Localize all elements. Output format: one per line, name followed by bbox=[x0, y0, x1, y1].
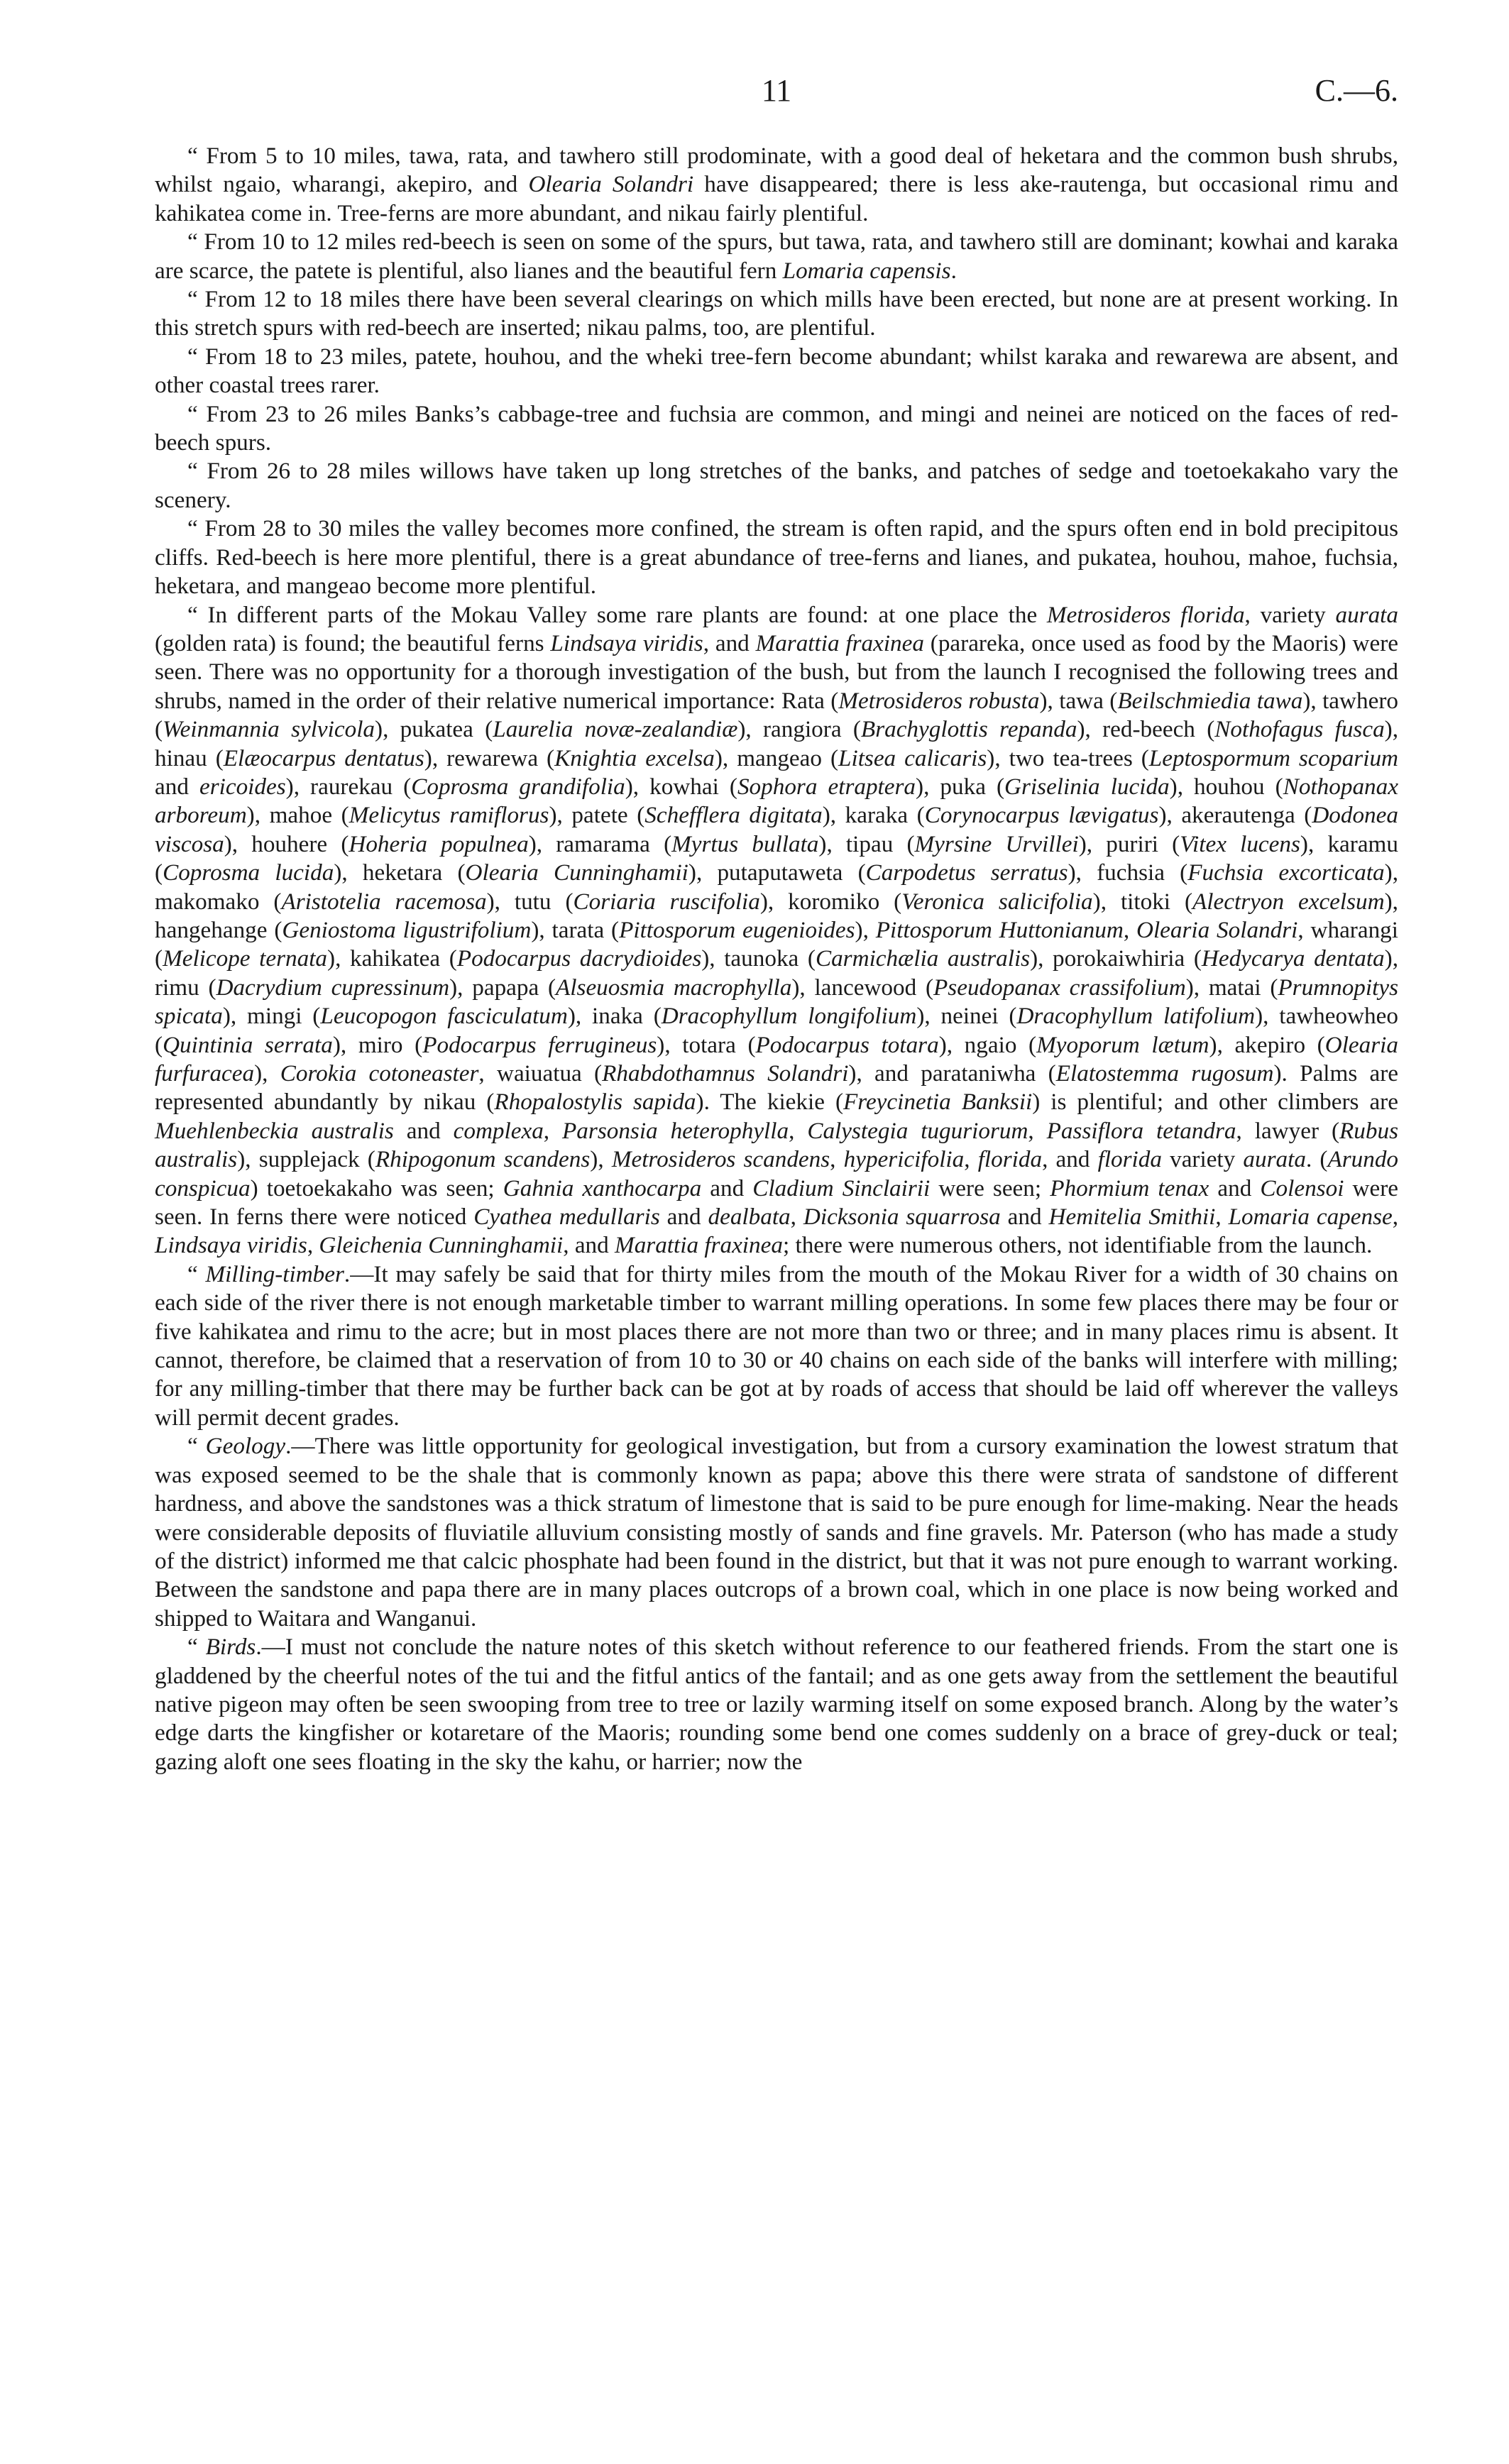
paragraph-miles-5-10: “ From 5 to 10 miles, tawa, rata, and tawhero still prodominate, with a good deal of heketara and the common bush shrubs, whilst ngaio, wharangi, akepiro, and Olearia Solandri have disappeared; there is less ake-rautenga, but occasional rimu and kahikatea come in. Tree-ferns are more abundant, and nikau fairly plentiful. bbox=[155, 143, 1398, 226]
paragraph-milling-timber: “ Milling-timber.—It may safely be said that for thirty miles from the mouth of the Mokau River for a width of 30 chains on each side of the river there is not enough marketable timber to warrant milling operations. In some few places there may be four or five kahikatea and rimu to the acre; but in most places there are not more than two or three; and in many places rimu is absent. It cannot, therefore, be claimed that a reservation of from 10 to 30 or 40 chains on each side of the banks will interfere with milling; for any milling-timber that there may be further back can be got at by roads of access that should be laid off wherever the valleys will permit decent grades. bbox=[155, 1260, 1399, 1431]
paragraph-miles-28-30: “ From 28 to 30 miles the valley becomes more confined, the stream is often rapid, and the spurs often end in bold precipitous cliffs. Red-beech is here more plentiful, there is a great abundance of tree-ferns and lianes, and pukatea, houhou, mahoe, fuchsia, heketara, and mangeao become more plentiful. bbox=[155, 515, 1398, 600]
page-header bbox=[155, 70, 1398, 112]
document-reference: C.—6. bbox=[1315, 73, 1398, 108]
paragraph-birds: “ Birds.—I must not conclude the nature notes of this sketch without reference to our feathered friends. From the start one is gladdened by the cheerful notes of the tui and the fitful antics of the fantail; and as one gets away from the settlement the beautiful native pigeon may often be seen swooping from tree to tree or lazily warming itself on some exposed branch. Along by the water’s edge darts the kingfisher or kotaretare of the Maoris; rounding some bend one comes suddenly on a brace of grey-duck or teal; gazing aloft one sees floating in the sky the kahu, or harrier; now the bbox=[155, 1634, 1398, 1775]
paragraph-miles-12-18: “ From 12 to 18 miles there have been several clearings on which mills have been erected, but none are at present working. In this stretch spurs with red-beech are inserted; nikau palms, too, are plentiful. bbox=[155, 286, 1398, 341]
paragraph-miles-10-12: “ From 10 to 12 miles red-beech is seen on some of the spurs, but tawa, rata, and tawhero still are dominant; kowhai and karaka are scarce, the patete is plentiful, also lianes and the beautiful fern Lomaria capensis. bbox=[155, 229, 1398, 284]
body-text bbox=[155, 142, 1398, 1776]
paragraph-rare-plants: “ In different parts of the Mokau Valley some rare plants are found: at one place the Metrosideros florida, variety aurata (golden rata) is found; the beautiful ferns Lindsaya viridis, and Marattia fraxinea (parareka, once used as food by the Maoris) were seen. There was no opportunity for a thorough investigation of the bush, but from the launch I recognised the following trees and shrubs, named in the order of their relative numerical importance: Rata (Metrosideros robusta), tawa (Beilschmiedia tawa), tawhero (Weinmannia sylvicola), pukatea (Laurelia novæ-zealandiæ), rangiora (Brachyglottis repanda), red-beech (Nothofagus fusca), hinau (Elæocarpus dentatus), rewarewa (Knightia excelsa), mangeao (Litsea calicaris), two tea-trees (Leptospormum scoparium and ericoides), raurekau (Coprosma grandifolia), kowhai (Sophora etraptera), puka (Griselinia lucida), houhou (Nothopanax arboreum), mahoe (Melicytus ramiflorus), patete (Schefflera digitata), karaka (Corynocarpus lævigatus), akerautenga (Dodonea viscosa), houhere (Hoheria populnea), ramarama (Myrtus bullata), tipau (Myrsine Urvillei), puriri (Vitex lucens), karamu (Coprosma lucida), heketara (Olearia Cunninghamii), putaputaweta (Carpodetus serratus), fuchsia (Fuchsia excorticata), makomako (Aristotelia racemosa), tutu (Coriaria ruscifolia), koromiko (Veronica salicifolia), titoki (Alectryon excelsum), hangehange (Geniostoma ligustrifolium), tarata (Pittosporum eugenioides), Pittosporum Huttonianum, Olearia Solandri, wharangi (Melicope ternata), kahikatea (Podocarpus dacrydioides), taunoka (Carmichælia australis), porokaiwhiria (Hedycarya dentata), rimu (Dacrydium cupressinum), papapa (Alseuosmia macrophylla), lancewood (Pseudopanax crassifolium), matai (Prumnopitys spicata), mingi (Leucopogon fasciculatum), inaka (Dracophyllum longifolium), neinei (Dracophyllum latifolium), tawheowheo (Quintinia serrata), miro (Podocarpus ferrugineus), totara (Podocarpus totara), ngaio (Myoporum lætum), akepiro (Olearia furfuracea), Corokia cotoneaster, waiuatua (Rhabdothamnus Solandri), and parataniwha (Elatostemma rugosum). Palms are represented abundantly by nikau (Rhopalostylis sapida). The kiekie (Freycinetia Banksii) is plentiful; and other climbers are Muehlenbeckia australis and complexa, Parsonsia heterophylla, Calystegia tuguriorum, Passiflora tetandra, lawyer (Rubus australis), supplejack (Rhipogonum scandens), Metrosideros scandens, hypericifolia, florida, and florida variety aurata. (Arundo conspicua) toetoekakaho was seen; Gahnia xanthocarpa and Cladium Sinclairii were seen; Phormium tenax and Colensoi were seen. In ferns there were noticed Cyathea medullaris and dealbata, Dicksonia squarrosa and Hemitelia Smithii, Lomaria capense, Lindsaya viridis, Gleichenia Cunninghamii, and Marattia fraxinea; there were numerous others, not identifiable from the launch. bbox=[155, 601, 1399, 1259]
paragraph-miles-23-26: “ From 23 to 26 miles Banks’s cabbage-tree and fuchsia are common, and mingi and neinei are noticed on the faces of red-beech spurs. bbox=[155, 400, 1398, 456]
paragraph-geology: “ Geology.—There was little opportunity for geological investigation, but from a cursory examination the lowest stratum that was exposed seemed to be the shale that is commonly known as papa; above this there were strata of sandstone of different hardness, and above the sandstones was a thick stratum of limestone that is said to be pure enough for lime-making. Near the heads were considerable deposits of fluviatile alluvium consisting mostly of sands and fine gravels. Mr. Paterson (who has made a study of the district) informed me that calcic phosphate had been found in the district, but that it was not pure enough to warrant working. Between the sandstone and papa there are in many places outcrops of a brown coal, which in one place is now being worked and shipped to Waitara and Wanganui. bbox=[155, 1433, 1398, 1632]
paragraph-miles-26-28: “ From 26 to 28 miles willows have taken up long stretches of the banks, and patches of sedge and toetoekakaho vary the scenery. bbox=[155, 458, 1398, 513]
page-number: 11 bbox=[761, 73, 792, 108]
paragraph-miles-18-23: “ From 18 to 23 miles, patete, houhou, and the wheki tree-fern become abundant; whilst karaka and rewarewa are absent, and other coastal trees rarer. bbox=[155, 343, 1398, 399]
